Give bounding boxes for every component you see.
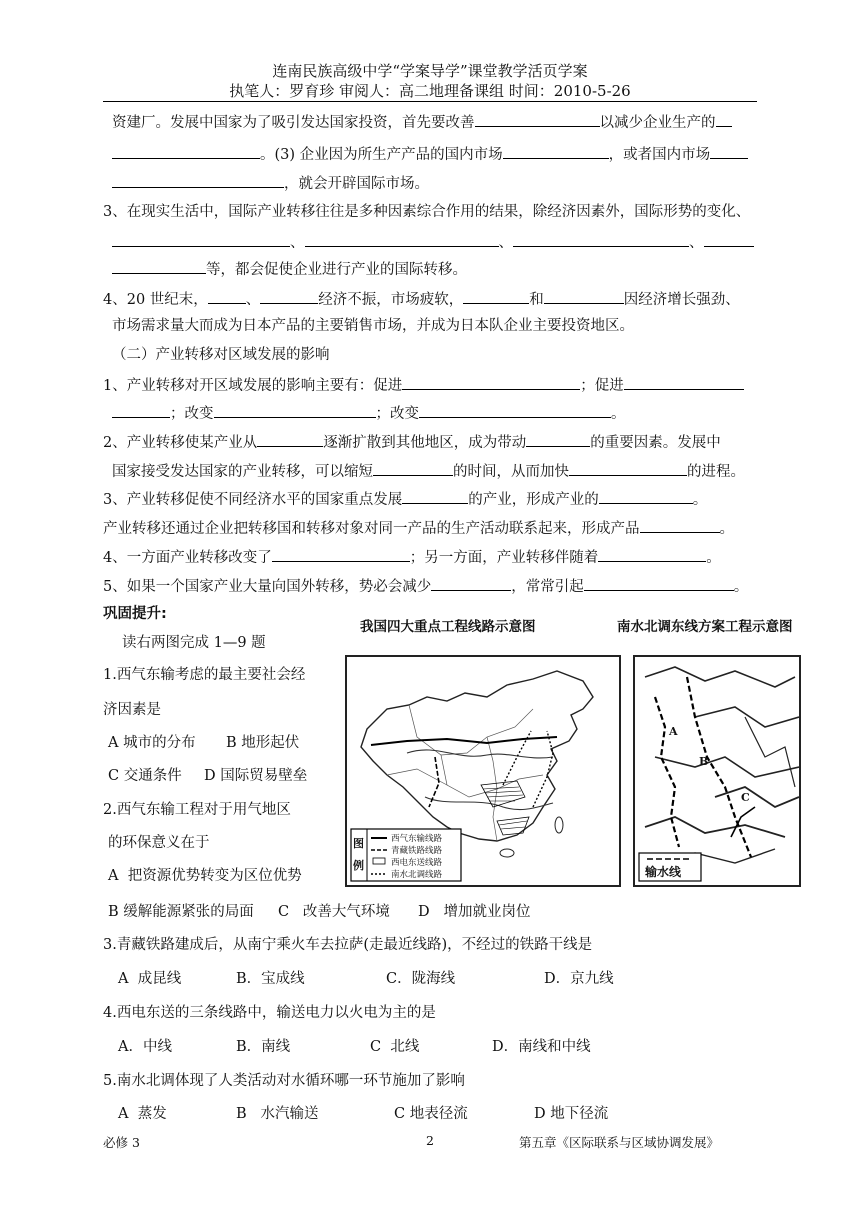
fill-blank[interactable] [640,517,720,533]
text-line-13: 国家接受发达国家的产业转移，可以缩短 的时间，从而加快 的进程。 [112,460,745,482]
text-line-2: 。(3) 企业因为所生产产品的国内市场 ，或者国内市场 [112,143,748,165]
map2-legend-label: 输水线 [645,865,682,879]
question-1-line-1: 1.西气东输考虑的最主要社会经 [103,667,306,683]
header-rule [103,101,757,102]
fill-blank[interactable] [569,460,687,476]
fill-blank[interactable] [584,575,734,591]
page-number: 2 [426,1133,434,1148]
fill-blank[interactable] [272,546,410,562]
question-3: 3.青藏铁路建成后，从南宁乘火车去拉萨(走最近线路)，不经过的铁路干线是 [103,937,593,953]
map-legend-label: 图例 [353,837,364,872]
option[interactable]: A 城市的分布 [108,735,196,751]
question-1-options-b [108,766,307,786]
question-2-line-1: 2.西气东输工程对于用气地区 [103,802,291,818]
water-diversion-map [633,655,801,887]
map-legend [391,833,442,881]
footer-right: 第五章《区际联系与区域协调发展》 [519,1135,720,1150]
text-line-10: 1、产业转移对开区域发展的影响主要有：促进 ；促进 [103,374,744,396]
fill-blank[interactable] [503,143,609,159]
fill-blank[interactable] [704,231,754,247]
document-header-meta: 执笔人：罗育珍 审阅人：高二地理备课组 时间：2010-5-26 [229,82,631,100]
fill-blank[interactable] [463,288,529,304]
fill-blank[interactable] [112,402,170,418]
fill-blank[interactable] [373,460,453,476]
map2-label-a: A [669,725,678,738]
question-4: 4.西电东送的三条线路中，输送电力以火电为主的是 [103,1005,436,1021]
china-engineering-map [345,655,621,887]
fill-blank[interactable] [716,111,732,127]
question-5-options [118,1104,608,1124]
option[interactable]: C．陇海线 [386,971,456,987]
fill-blank[interactable] [599,488,693,504]
text-line-15: 产业转移还通过企业把转移国和转移对象对同一产品的生产活动联系起来，形成产品 。 [103,517,734,539]
water-diversion-graphic [635,657,799,885]
option[interactable]: C 改善大气环境 [278,904,390,920]
fill-blank[interactable] [112,231,290,247]
text-line-3: ，就会开辟国际市场。 [112,172,429,194]
text-line-1: 资建厂。发展中国家为了吸引发达国家投资，首先要改善 以减少企业生产的 [112,111,732,133]
text-line-14: 3、产业转移促使不同经济水平的国家重点发展 的产业，形成产业的 。 [103,488,707,510]
option[interactable]: D．京九线 [544,971,614,987]
option[interactable]: B．南线 [236,1039,291,1055]
question-3-options [118,969,614,989]
map1-title: 我国四大重点工程线路示意图 [360,619,536,635]
fill-blank[interactable] [624,374,744,390]
fill-blank[interactable] [710,143,748,159]
fill-blank[interactable] [402,488,468,504]
question-2-option-a[interactable]: A 把资源优势转变为区位优势 [108,868,302,884]
fill-blank[interactable] [112,258,206,274]
fill-blank[interactable] [431,575,511,591]
question-5: 5.南水北调体现了人类活动对水循环哪一环节施加了影响 [103,1073,465,1089]
document-header-title: 连南民族高级中学“学案导学”课堂教学活页学案 [272,62,588,80]
text-line-6: 等，都会促使企业进行产业的国际转移。 [112,258,467,280]
option[interactable]: C 地表径流 [394,1106,468,1122]
fill-blank[interactable] [208,288,246,304]
question-2-options-bcd [108,902,530,922]
text-line-5: 、 、 、 [112,231,754,253]
section-subtitle: （二）产业转移对区域发展的影响 [112,347,330,363]
option[interactable]: C 北线 [370,1039,420,1055]
map2-title: 南水北调东线方案工程示意图 [617,619,793,635]
option[interactable]: B 水汽输送 [236,1106,319,1122]
legend-item: 青藏铁路线路 [391,846,443,856]
text-line-17: 5、如果一个国家产业大量向国外转移，势必会减少 ，常常引起 。 [103,575,748,597]
fill-blank[interactable] [475,111,600,127]
text-line-12: 2、产业转移使某产业从 逐渐扩散到其他地区，成为带动 的重要因素。发展中 [103,431,721,453]
footer-left: 必修 3 [103,1135,140,1150]
fill-blank[interactable] [257,431,323,447]
option[interactable]: D 地下径流 [534,1106,609,1122]
fill-blank[interactable] [419,402,611,418]
fill-blank[interactable] [260,288,318,304]
map2-label-c: C [741,791,750,804]
legend-item: 西电东送线路 [391,858,443,868]
fill-blank[interactable] [112,143,260,159]
section-title: 巩固提升: [103,606,167,622]
option[interactable]: B 地形起伏 [226,735,300,751]
text-line-7: 4、20 世纪末， 、 经济不振，市场疲软， 和 因经济增长强劲、 [103,288,740,310]
fill-blank[interactable] [526,431,590,447]
option[interactable]: A 成昆线 [118,971,182,987]
fill-blank[interactable] [598,546,706,562]
option[interactable]: D 国际贸易壁垒 [204,768,308,784]
fill-blank[interactable] [402,374,580,390]
fill-blank[interactable] [112,172,284,188]
question-1-options-a [108,733,299,753]
fill-blank[interactable] [305,231,499,247]
option[interactable]: A．中线 [118,1039,172,1055]
fill-blank[interactable] [513,231,689,247]
option[interactable]: D 增加就业岗位 [418,904,531,920]
fill-blank[interactable] [544,288,624,304]
china-map-graphic [347,657,619,885]
question-2-line-2: 的环保意义在于 [108,835,210,851]
map2-label-b: B [699,755,709,768]
option[interactable]: D．南线和中线 [492,1039,591,1055]
text-line-8: 市场需求量大而成为日本产品的主要销售市场，并成为日本队企业主要投资地区。 [112,318,634,334]
section-intro: 读右两图完成 1—9 题 [122,635,266,651]
question-4-options [118,1037,591,1057]
question-1-line-2: 济因素是 [103,702,161,718]
legend-item: 南水北调线路 [391,870,443,880]
option[interactable]: B．宝成线 [236,971,305,987]
option[interactable]: B 缓解能源紧张的局面 [108,904,254,920]
option[interactable]: C 交通条件 [108,768,182,784]
text-line-11: ；改变 ；改变 。 [112,402,626,424]
text-line-4: 3、在现实生活中，国际产业转移往往是多种因素综合作用的结果，除经济因素外，国际形势的变化、 [103,204,751,220]
text-line-16: 4、一方面产业转移改变了 ；另一方面，产业转移伴随着 。 [103,546,721,568]
fill-blank[interactable] [214,402,376,418]
option[interactable]: A 蒸发 [118,1106,167,1122]
legend-item: 西气东输线路 [391,834,443,844]
